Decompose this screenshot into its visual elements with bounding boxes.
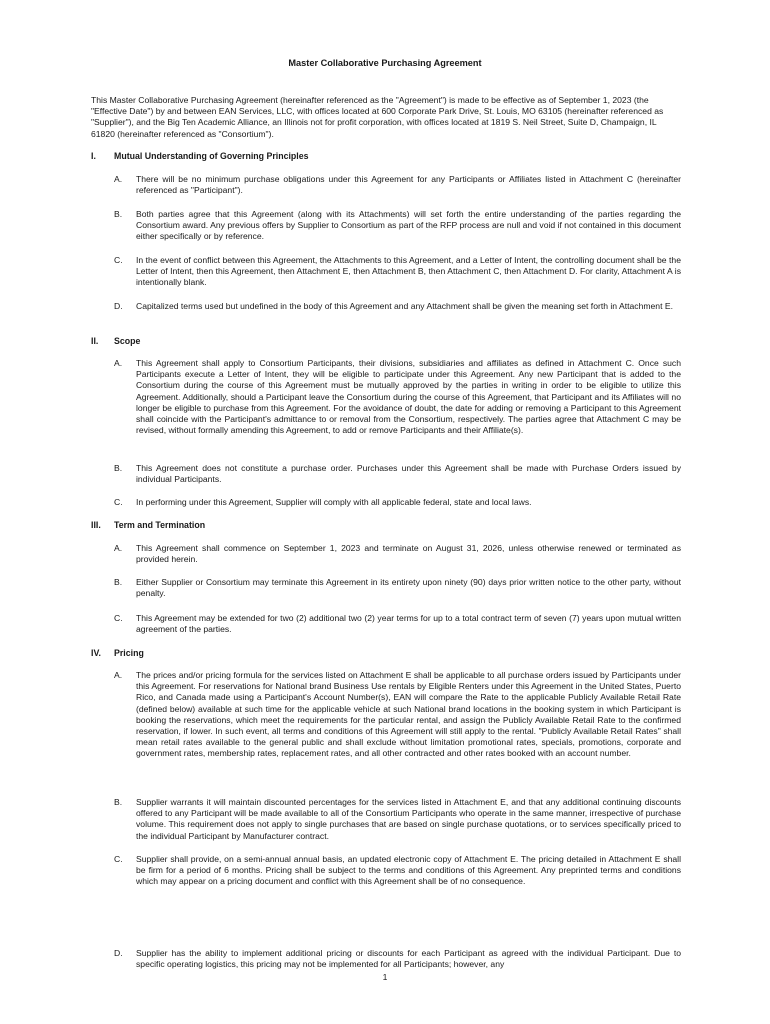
section-title: Mutual Understanding of Governing Principles <box>114 151 309 161</box>
clause-text: This Agreement shall commence on September 1, 2023 and terminate on August 31, 2026, unless otherwise renewed or terminated as provided herein. <box>136 543 681 565</box>
section-title: Scope <box>114 336 141 346</box>
clause-letter: B. <box>114 797 123 807</box>
clause-letter: C. <box>114 854 123 864</box>
clause-letter: B. <box>114 463 123 473</box>
clause-letter: C. <box>114 613 123 623</box>
clause-text: There will be no minimum purchase obligations under this Agreement for any Participants or Affiliates listed in Attachment C (hereinafter referenced as "Participant"). <box>136 174 681 196</box>
section-number: IV. <box>91 648 101 658</box>
clause-letter: A. <box>114 670 123 680</box>
clause-letter: C. <box>114 497 123 507</box>
clause-text: This Agreement shall apply to Consortium Participants, their divisions, subsidiaries and affiliates as defined in Attachment C. Once such Participants execute a Letter of Intent, they will be eligible to participate under this Agreement. Any new Participant that is added to the Consortium during the course of this Agreement must be mutually approved by the parties in writing in order to be eligible to utilize this Agreement. Additionally, should a Participant leave the Consortium during the course of this Agreement, that Participant and its Affiliates will no longer be eligible to purchase from this Agreement. For the avoidance of doubt, the date for adding or removing a Participant to this Agreement shall coincide with the Participant's admittance to or removal from the Consortium, respectively. The parties agree that Attachment C may be revised, without formally amending this Agreement, to add or remove Participants and their Affiliate(s). <box>136 358 681 436</box>
section-title: Term and Termination <box>114 520 206 530</box>
clause-letter: A. <box>114 174 123 184</box>
clause-text: The prices and/or pricing formula for the services listed on Attachment E shall be applicable to all purchase orders issued by Participants under this Agreement. For reservations for National brand Business Use rentals by Eligible Renters under this Agreement in the United States, Puerto Rico, and Canada made using a Participant's Account Number(s), EAN will compare the Rate to the applicable Publicly Available Retail Rate (defined below) available at such time for the applicable vehicle at such National brand locations in the booking system in which Participant is booking the reservations, which meet the requirements for the particular rental, and assign the Publicly Available Retail Rate to the confirmed reservation, if lower. In such event, all terms and conditions of this Agreement will still apply to the rental. "Publicly Available Retail Rates" shall mean retail rates available to the general public and shall exclude without limitation promotional rates, specials, promotions, corporate and government rates, membership rates, replacement rates, and all other contracted and other rates booked with an account number. <box>136 670 681 759</box>
section-number: II. <box>91 336 99 346</box>
clause-text: In the event of conflict between this Agreement, the Attachments to this Agreement, and a Letter of Intent, the controlling document shall be the Letter of Intent, then this Agreement, then Attachment E, then Attachment B, then Attachment C, then Attachment D. For clarity, Attachment A is intentionally blank. <box>136 255 681 288</box>
section-number: III. <box>91 520 101 530</box>
clause-text: Capitalized terms used but undefined in the body of this Agreement and any Attachment shall be given the meaning set forth in Attachment E. <box>136 301 673 311</box>
clause-letter: D. <box>114 948 123 958</box>
clause-letter: A. <box>114 358 123 368</box>
clause-text: Supplier has the ability to implement additional pricing or discounts for each Participant as agreed with the individual Participant. Due to specific operating logistics, this pricing may not be implemented for all Participants; however, any <box>136 948 681 970</box>
section-title: Pricing <box>114 648 144 658</box>
document-title: Master Collaborative Purchasing Agreement <box>288 58 482 68</box>
clause-letter: D. <box>114 301 123 311</box>
section-number: I. <box>91 151 96 161</box>
intro-paragraph: This Master Collaborative Purchasing Agreement (hereinafter referenced as the "Agreement") is made to be effective as of September 1, 2023 (the "Effective Date") by and between EAN Services, LLC, with offices located at 600 Corporate Park Drive, St. Louis, MO 63105 (hereinafter referenced as "Supplier"), and the Big Ten Academic Alliance, an Illinois not for profit corporation, with offices located at 1819 S. Neil Street, Suite D, Champaign, IL 61820 (hereinafter referenced as "Consortium"). <box>91 95 664 139</box>
clause-letter: A. <box>114 543 123 553</box>
clause-text: In performing under this Agreement, Supplier will comply with all applicable federal, state and local laws. <box>136 497 532 507</box>
clause-text: Both parties agree that this Agreement (along with its Attachments) will set forth the entire understanding of the parties regarding the Consortium award. Any previous offers by Supplier to Consortium as part of the RFP process are null and void if not contained in this document either specifically or by reference. <box>136 209 681 242</box>
clause-text: This Agreement does not constitute a purchase order. Purchases under this Agreement shall be made with Purchase Orders issued by individual Participants. <box>136 463 681 485</box>
clause-text: Supplier shall provide, on a semi-annual annual basis, an updated electronic copy of Attachment E. The pricing detailed in Attachment E shall be firm for a period of 6 months. Pricing shall be subject to the terms and conditions of this Agreement. Any preprinted terms and conditions which may appear on a pricing document and conflict with this Agreement shall be of no consequence. <box>136 854 681 887</box>
clause-letter: B. <box>114 209 123 219</box>
clause-letter: B. <box>114 577 123 587</box>
clause-text: Either Supplier or Consortium may terminate this Agreement in its entirety upon ninety (90) days prior written notice to the other party, without penalty. <box>136 577 681 599</box>
clause-letter: C. <box>114 255 123 265</box>
page-number: 1 <box>382 972 388 982</box>
clause-text: This Agreement may be extended for two (2) additional two (2) year terms for up to a total contract term of seven (7) years upon mutual written agreement of the parties. <box>136 613 681 635</box>
clause-text: Supplier warrants it will maintain discounted percentages for the services listed in Attachment E, and that any additional continuing discounts offered to any Participant will be made available to all of the Consortium Participants who operate in the same manner, irrespective of purchase volume. This requirement does not apply to single purchases that are based on single purchase quotations, or to services specifically priced to the individual Participant by Manufacturer contract. <box>136 797 681 841</box>
